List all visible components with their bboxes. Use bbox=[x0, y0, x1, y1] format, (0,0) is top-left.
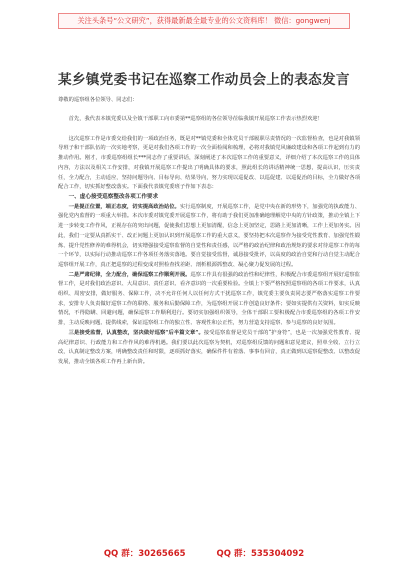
paragraph-text: 首先，我代表本镇党委以及全镇干部职工向市委第**巡察组的各位领导莅临我镇开展巡察工作表示热烈欢迎！ bbox=[68, 116, 323, 123]
body-paragraph bbox=[58, 115, 360, 125]
paragraph-text: 巡察工作具有很强的政治性和纪律性，积极配合市委巡察组开展好巡察监督工作，是对我们政治意识、大局意识、责任意识、看齐意识的一次重要检验。全镇上下要严格按照巡察组的各项工作要求，认真组织、周密安排，做好服务、保障工作，决不允许任何人以任何方式干扰巡察工作，镇党委主要负责同志要严格落实巡察工作要求，安排专人负责做好巡察工作的联络、服务和后勤保障工作，为巡察组开展工作创造良好条件；要如实提供有关资料，如实反映情况，不得隐瞒、回避问题，确保巡察工作顺利进行。要切实加强组织领导，全体干部职工要积极配合市委巡察组的各项工作安排，主动反映问题、提供线索，保证巡察组工作的独立性、客观性和公正性，努力营造支持巡察、参与巡察的良好氛围。 bbox=[58, 271, 360, 327]
body-paragraph bbox=[58, 329, 360, 368]
qq-group-1: QQ 群：30265665 bbox=[103, 549, 186, 559]
body-paragraph bbox=[58, 203, 360, 271]
salutation: 尊敬的巡察组各位领导、同志们： bbox=[58, 97, 138, 103]
paragraph-text: 接受巡察监督是党员干部的“护身符”，也是一次加强党性教育、提高纪律意识、行政能力和工作作风的难得机遇。我们要以此次巡察为契机，对巡察组反馈的问题和意见建议，照单全收、立行立改，认真制定整改方案，明确整改责任和时限，逐项抓好落实，确保件件有着落、事事有回音，真正做到以巡察促整改、以整改促发展，推动全镇各项工作再上新台阶。 bbox=[58, 329, 360, 365]
qq-group-2: QQ 群：535304092 bbox=[216, 549, 305, 559]
paragraph-lead: 二是严肃纪律，全力配合，确保巡察工作顺利开展。 bbox=[68, 271, 191, 278]
document-body bbox=[58, 96, 360, 368]
footer-contacts bbox=[0, 547, 408, 561]
header-banner: 关注头条号“公文研究”，获得最新最全最专业的公文资料库！ 微信：gongwenj bbox=[58, 13, 350, 29]
body-paragraph bbox=[58, 135, 360, 193]
body-paragraph bbox=[58, 271, 360, 329]
document-title: 某乡镇党委书记在巡察工作动员会上的表态发言 bbox=[58, 72, 350, 88]
paragraph-text: 实行巡察制度，开展巡察工作，是党中央在新的形势下，加强党的执政能力、强化党内监督的一项重大举措。本次市委对镇党委开展巡察工作，将有助于我们更加准确地理解党中央的方针政策，推动全镇上下进一步转变工作作风，正视存在的突出问题，促使我们思想上更加清醒，信念上更加坚定，思路上更加清晰，工作上更加务实。因此，我们一定要从真抓实干、改正问题上更加认识到开展巡察工作的重大意义，要坚持把本次巡察作为接受党性教育、加强党性锻炼、提升党性修养的难得机会，切实增强接受巡察监督的自觉性和责任感，以严格的政治纪律和政治规矩的要求对待巡察工作的每一个环节，以实际行动推动巡察工作各项任务落实落地。要自觉接受监督，诚恳接受批评，以高度的政治自觉和行动自觉主动配合巡察组开展工作，真正把巡察的过程变成对照检查找差距、剖析根源抓整改、凝心聚力促发展的过程。 bbox=[58, 203, 360, 268]
paragraph-lead: 三是接受监督，认真整改，坚决做好巡察“后半篇文章”。 bbox=[68, 329, 204, 336]
paragraph-text: 这次巡察工作是市委交给我们的一项政治任务，既是对**镇党委和全体党员干部履职尽责情况的一次监督检查，也是对我镇领导班子和干部队伍的一次实地考察，更是对我们各项工作的一次全面检阅和梳理，必将对我镇党风廉政建设和各项工作起到有力的推动作用。刚才，市委巡察组组长***同志作了重要讲话，深刻阐述了本次巡察工作的重要意义，详细介绍了本次巡察工作的具体内容，方法以及相关工作安排，对我镇开展巡察工作提出了明确具体的要求，照此组长的讲话精神统一思想，提高认识，压实责任，全力配合，主动适应，坚持问题导向、目标导向、结果导向，努力实现以巡促改、以巡促建、以巡促治的目标，全力做好各项配合工作，切实抓好整改落实。下面我代表镇党委班子作如下表态： bbox=[58, 135, 360, 191]
section-heading: 一、虚心接受巡察整改各项工作要求 bbox=[68, 194, 159, 200]
paragraph-lead: 一是提正位置，端正态度，切实提高政治站位。 bbox=[68, 203, 180, 210]
paragraph-list bbox=[58, 115, 360, 367]
